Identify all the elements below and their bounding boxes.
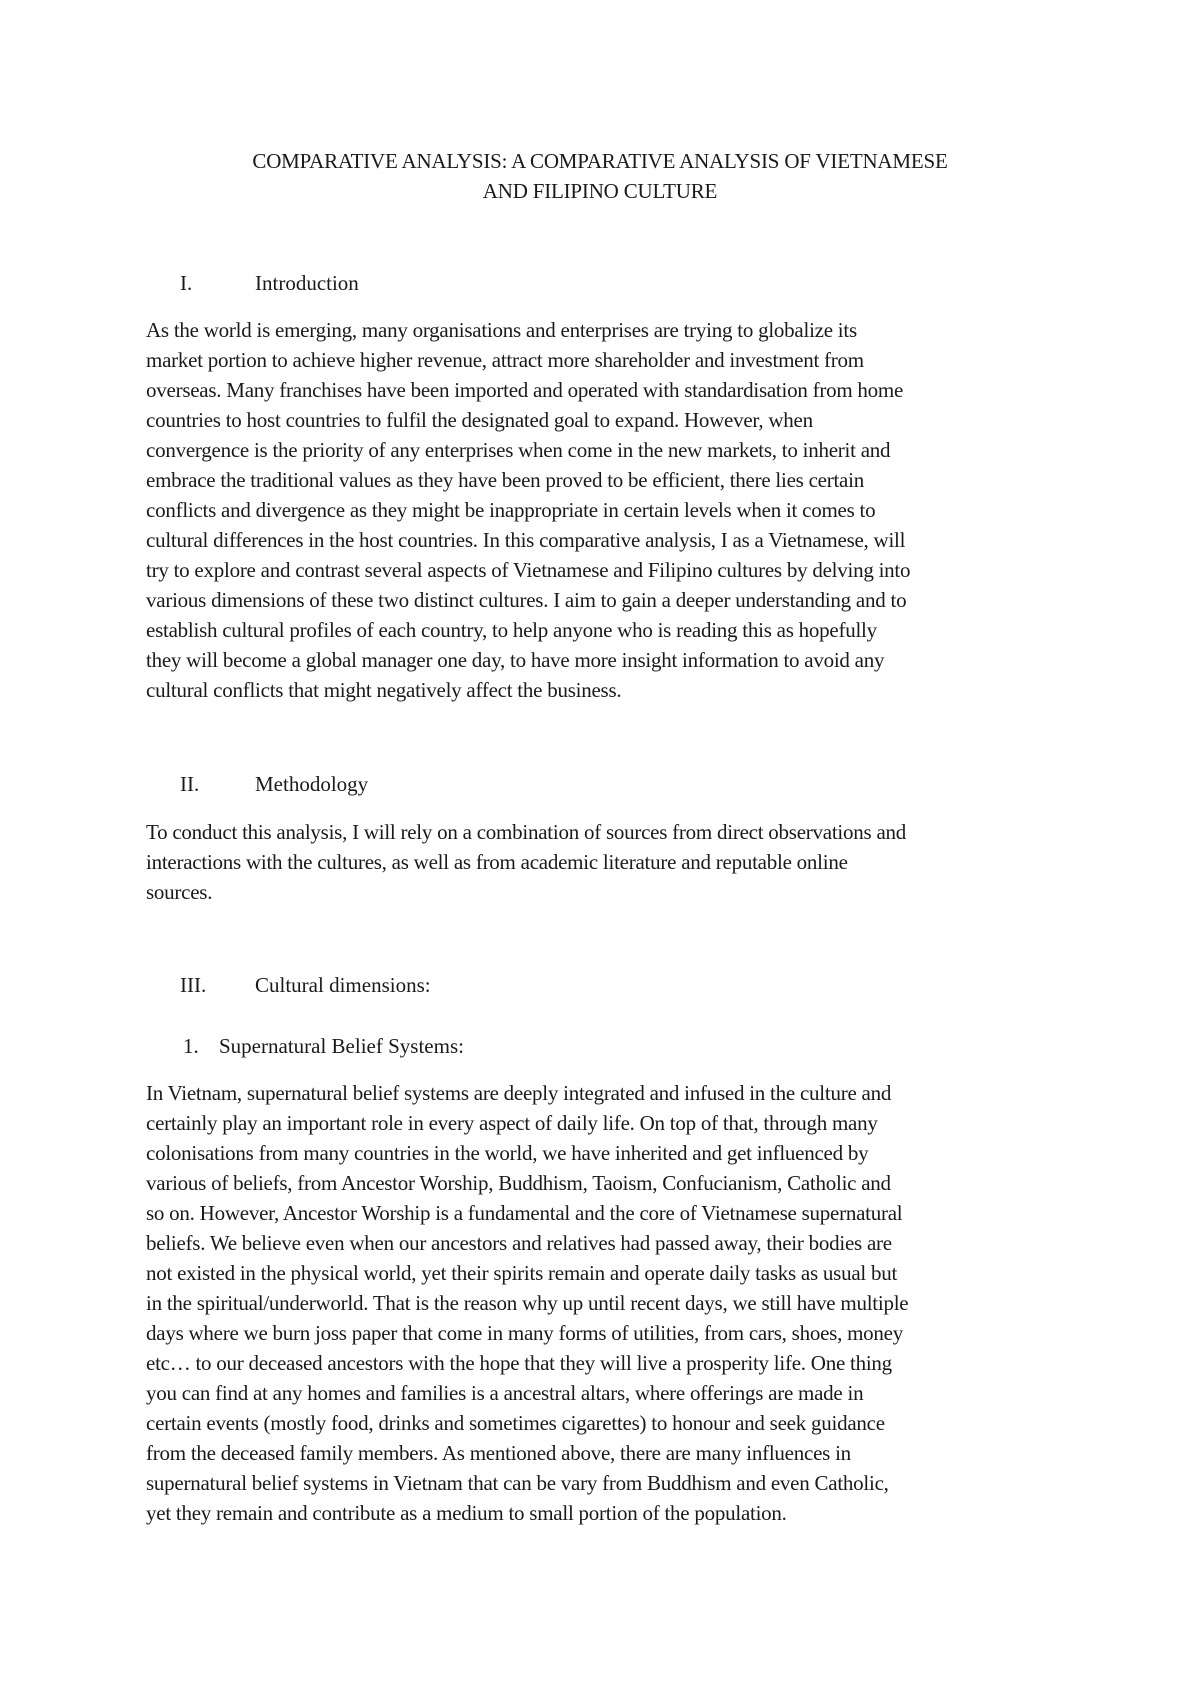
paragraph-line: you can find at any homes and families is a ancestral altars, where offerings are made in (146, 1381, 864, 1405)
subsection-number: 1. (183, 1034, 199, 1058)
paragraph-line: days where we burn joss paper that come in many forms of utilities, from cars, shoes, money (146, 1321, 903, 1345)
paragraph-line: cultural conflicts that might negatively affect the business. (146, 678, 622, 702)
document-title (140, 146, 1060, 206)
paragraph-line: from the deceased family members. As mentioned above, there are many influences in (146, 1441, 851, 1465)
section-number: I. (180, 271, 193, 295)
paragraph-line: In Vietnam, supernatural belief systems are deeply integrated and infused in the culture and (146, 1081, 892, 1105)
paragraph-line: countries to host countries to fulfil the designated goal to expand. However, when (146, 408, 813, 432)
paragraph-line: establish cultural profiles of each country, to help anyone who is reading this as hopefully (146, 618, 877, 642)
paragraph-line: supernatural belief systems in Vietnam that can be vary from Buddhism and even Catholic, (146, 1471, 889, 1495)
subsection-heading-supernatural-belief-systems (183, 1032, 464, 1060)
paragraph-line: so on. However, Ancestor Worship is a fundamental and the core of Vietnamese supernatural (146, 1201, 903, 1225)
paragraph-line: embrace the traditional values as they have been proved to be efficient, there lies certain (146, 468, 864, 492)
paragraph-line: try to explore and contrast several aspects of Vietnamese and Filipino cultures by delving into (146, 558, 911, 582)
section-heading-introduction (180, 269, 359, 297)
paragraph-line: As the world is emerging, many organisations and enterprises are trying to globalize its (146, 318, 857, 342)
methodology-paragraph (146, 817, 1066, 907)
section-heading-cultural-dimensions (180, 971, 431, 999)
paragraph-line: etc… to our deceased ancestors with the hope that they will live a prosperity life. One thing (146, 1351, 892, 1375)
paragraph-line: beliefs. We believe even when our ancestors and relatives had passed away, their bodies are (146, 1231, 892, 1255)
paragraph-line: in the spiritual/underworld. That is the reason why up until recent days, we still have multiple (146, 1291, 909, 1315)
paragraph-line: sources. (146, 880, 213, 904)
paragraph-line: market portion to achieve higher revenue, attract more shareholder and investment from (146, 348, 864, 372)
paragraph-line: various dimensions of these two distinct cultures. I aim to gain a deeper understanding and to (146, 588, 907, 612)
paragraph-line: certainly play an important role in every aspect of daily life. On top of that, through many (146, 1111, 878, 1135)
paragraph-line: interactions with the cultures, as well as from academic literature and reputable online (146, 850, 848, 874)
paragraph-line: convergence is the priority of any enterprises when come in the new markets, to inherit and (146, 438, 891, 462)
title-line: COMPARATIVE ANALYSIS: A COMPARATIVE ANALYSIS OF VIETNAMESE (252, 149, 948, 173)
paragraph-line: certain events (mostly food, drinks and sometimes cigarettes) to honour and seek guidance (146, 1411, 885, 1435)
paragraph-line: they will become a global manager one day, to have more insight information to avoid any (146, 648, 885, 672)
paragraph-line: cultural differences in the host countries. In this comparative analysis, I as a Vietnamese, will (146, 528, 906, 552)
section-heading-methodology (180, 770, 368, 798)
section-number: II. (180, 772, 200, 796)
section-title: Methodology (255, 772, 369, 796)
paragraph-line: conflicts and divergence as they might be inappropriate in certain levels when it comes to (146, 498, 876, 522)
introduction-paragraph (146, 315, 1066, 705)
paragraph-line: yet they remain and contribute as a medium to small portion of the population. (146, 1501, 787, 1525)
supernatural-beliefs-paragraph (146, 1078, 1066, 1528)
paragraph-line: various of beliefs, from Ancestor Worship, Buddhism, Taoism, Confucianism, Catholic and (146, 1171, 891, 1195)
subsection-title: Supernatural Belief Systems: (219, 1034, 464, 1058)
paragraph-line: not existed in the physical world, yet their spirits remain and operate daily tasks as usual but (146, 1261, 898, 1285)
section-number: III. (180, 973, 207, 997)
paragraph-line: colonisations from many countries in the world, we have inherited and get influenced by (146, 1141, 869, 1165)
section-title: Introduction (255, 271, 359, 295)
paragraph-line: To conduct this analysis, I will rely on a combination of sources from direct observations and (146, 820, 907, 844)
paragraph-line: overseas. Many franchises have been imported and operated with standardisation from home (146, 378, 904, 402)
title-line: AND FILIPINO CULTURE (482, 179, 718, 203)
section-title: Cultural dimensions: (255, 973, 431, 997)
